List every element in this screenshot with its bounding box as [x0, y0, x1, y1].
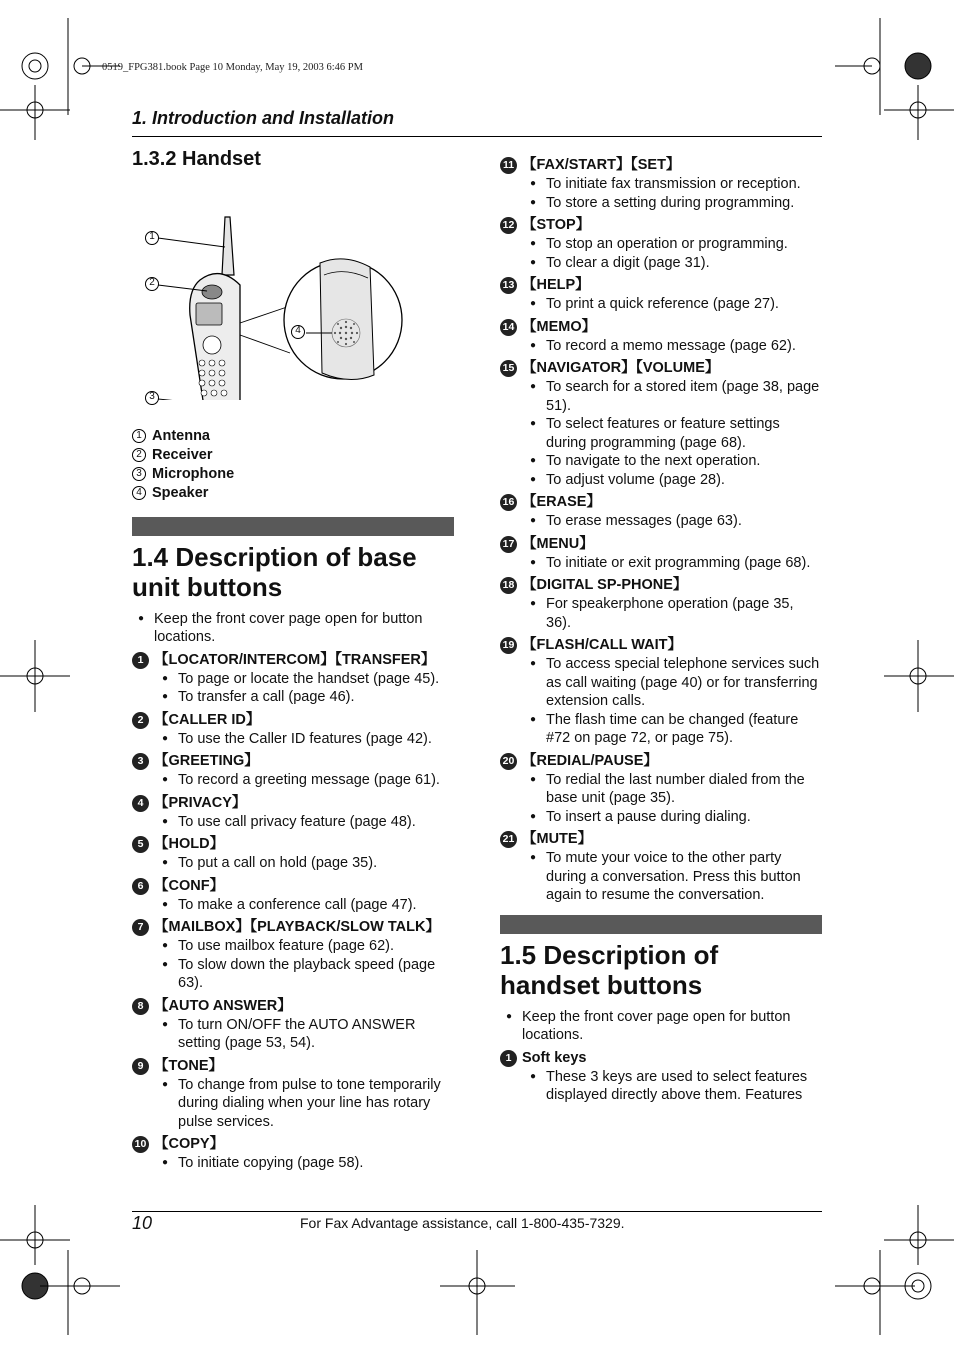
- button-description: ● To slow down the playback speed (page 63).: [156, 956, 454, 993]
- button-entry-header: [500, 493, 822, 512]
- button-description: ● To record a greeting message (page 61).: [156, 771, 454, 790]
- button-description: ● To redial the last number dialed from the base unit (page 35).: [524, 771, 822, 808]
- button-description: ● To stop an operation or programming.: [524, 235, 822, 254]
- callout-1: 1: [145, 231, 159, 245]
- button-name: 【ERASE】: [522, 494, 601, 511]
- part-number: 1: [132, 429, 146, 443]
- button-entry: [500, 636, 822, 748]
- button-entry: [500, 318, 822, 356]
- button-description: ● To page or locate the handset (page 45).: [156, 670, 454, 689]
- button-entry-header: [500, 1049, 822, 1068]
- button-number-badge: 20: [500, 753, 517, 770]
- base-buttons-list-right: [500, 156, 822, 905]
- button-description: ● To initiate fax transmission or reception.: [524, 175, 822, 194]
- button-entry: [500, 493, 822, 531]
- button-number-badge: 3: [132, 753, 149, 770]
- button-entry: [132, 835, 454, 873]
- button-name: 【CALLER ID】: [154, 711, 261, 728]
- button-entry-header: [500, 318, 822, 337]
- part-label: Speaker: [152, 484, 209, 501]
- part-label: Microphone: [152, 465, 235, 482]
- part-item: [132, 446, 454, 465]
- button-entry-header: [500, 535, 822, 554]
- button-entry: [500, 535, 822, 573]
- button-name: 【HOLD】: [154, 836, 225, 853]
- button-entry-header: [132, 651, 454, 670]
- button-entry-header: [500, 576, 822, 595]
- button-entry: [500, 156, 822, 212]
- button-description: ● To erase messages (page 63).: [524, 512, 822, 531]
- button-description: ● To navigate to the next operation.: [524, 452, 822, 471]
- button-description: ● To initiate or exit programming (page 68).: [524, 554, 822, 573]
- footer-rule: [132, 1211, 822, 1212]
- button-description: ● For speakerphone operation (page 35, 36).: [524, 595, 822, 632]
- page-number: 10: [132, 1213, 153, 1233]
- button-description: ● To change from pulse to tone temporarily during dialing when your line has rotary pulse services.: [156, 1076, 454, 1132]
- button-number-badge: 1: [132, 652, 149, 669]
- part-item: [132, 427, 454, 446]
- header-rule: [132, 136, 822, 137]
- button-number-badge: 12: [500, 217, 517, 234]
- button-name: 【FLASH/CALL WAIT】: [522, 637, 683, 654]
- button-entry-header: [500, 276, 822, 295]
- chapter-header: 1. Introduction and Installation: [132, 108, 395, 128]
- part-number: 3: [132, 467, 146, 481]
- button-description: ● To use mailbox feature (page 62).: [156, 937, 454, 956]
- button-entry-header: [132, 1135, 454, 1154]
- button-name: 【GREETING】: [154, 753, 259, 770]
- button-entry: [132, 711, 454, 749]
- button-entry: [132, 918, 454, 993]
- button-entry-header: [132, 711, 454, 730]
- button-number-badge: 18: [500, 577, 517, 594]
- book-info-line: 0519_FPG381.book Page 10 Monday, May 19, 2003 6:46 PM: [102, 62, 363, 73]
- button-number-badge: 13: [500, 277, 517, 294]
- button-description: ● To turn ON/OFF the AUTO ANSWER setting (page 53, 54).: [156, 1016, 454, 1053]
- button-name: 【CONF】: [154, 877, 225, 894]
- button-name: 【HELP】: [522, 277, 590, 294]
- button-number-badge: 11: [500, 157, 517, 174]
- button-number-badge: 6: [132, 878, 149, 895]
- button-name: 【STOP】: [522, 217, 591, 234]
- handset-section-intro: ● Keep the front cover page open for button locations.: [500, 1008, 822, 1045]
- button-number-badge: 16: [500, 494, 517, 511]
- button-name: 【MEMO】: [522, 318, 597, 335]
- button-entry-header: [132, 794, 454, 813]
- button-description: ● To use the Caller ID features (page 42).: [156, 730, 454, 749]
- button-name: 【FAX/START】【SET】: [522, 157, 681, 174]
- button-description: ● To select features or feature settings during programming (page 68).: [524, 415, 822, 452]
- section-band: [500, 915, 822, 934]
- button-entry: [132, 651, 454, 707]
- part-number: 2: [132, 448, 146, 462]
- button-name: 【TONE】: [154, 1057, 224, 1074]
- button-entry-header: [132, 997, 454, 1016]
- button-entry: [500, 216, 822, 272]
- button-entry: [500, 830, 822, 905]
- button-name: 【MENU】: [522, 535, 594, 552]
- button-description: ● To initiate copying (page 58).: [156, 1154, 454, 1173]
- button-entry-header: [132, 752, 454, 771]
- button-description: ● To print a quick reference (page 27).: [524, 295, 822, 314]
- button-description: ● To record a memo message (page 62).: [524, 337, 822, 356]
- button-name: 【AUTO ANSWER】: [154, 997, 292, 1014]
- button-number-badge: 1: [500, 1050, 517, 1067]
- button-entry-header: [132, 918, 454, 937]
- button-name: 【NAVIGATOR】【VOLUME】: [522, 360, 720, 377]
- base-buttons-list-left: [132, 651, 454, 1173]
- button-entry-header: [500, 636, 822, 655]
- button-entry-header: [132, 877, 454, 896]
- button-description: ● To clear a digit (page 31).: [524, 254, 822, 273]
- button-name: 【MAILBOX】【PLAYBACK/SLOW TALK】: [154, 919, 440, 936]
- handset-figure: [132, 175, 454, 425]
- button-number-badge: 4: [132, 795, 149, 812]
- button-description: ● To use call privacy feature (page 48).: [156, 813, 454, 832]
- button-name: 【PRIVACY】: [154, 794, 247, 811]
- callout-3: 3: [145, 391, 159, 405]
- button-number-badge: 17: [500, 536, 517, 553]
- handset-section-title: 1.5 Description of handset buttons: [500, 939, 719, 1000]
- button-number-badge: 21: [500, 831, 517, 848]
- handset-buttons-list: [500, 1049, 822, 1105]
- button-entry-header: [132, 835, 454, 854]
- button-number-badge: 7: [132, 919, 149, 936]
- button-name: 【MUTE】: [522, 831, 593, 848]
- handset-parts-list: [132, 427, 454, 503]
- right-column: [500, 152, 822, 1105]
- button-entry: [500, 576, 822, 632]
- callout-4: 4: [291, 325, 305, 339]
- section-band: [132, 517, 454, 536]
- button-entry-header: [132, 1057, 454, 1076]
- button-description: ● To transfer a call (page 46).: [156, 688, 454, 707]
- button-entry: [132, 997, 454, 1053]
- button-description: ● To make a conference call (page 47).: [156, 896, 454, 915]
- left-column: [132, 150, 454, 1173]
- button-description: ● These 3 keys are used to select features displayed directly above them. Features: [524, 1068, 822, 1105]
- button-description: ● To mute your voice to the other party during a conversation. Press this button again to resume the conversation.: [524, 849, 822, 905]
- button-number-badge: 9: [132, 1058, 149, 1075]
- callout-2: 2: [145, 277, 159, 291]
- button-entry-header: [500, 359, 822, 378]
- button-number-badge: 15: [500, 360, 517, 377]
- button-entry: [500, 359, 822, 489]
- button-description: ● To access special telephone services such as call waiting (page 40) or for transferring extension calls.: [524, 655, 822, 711]
- part-item: [132, 465, 454, 484]
- button-entry: [500, 752, 822, 827]
- button-name: 【COPY】: [154, 1136, 225, 1153]
- button-description: ● The flash time can be changed (feature #72 on page 72, or page 75).: [524, 711, 822, 748]
- button-number-badge: 19: [500, 637, 517, 654]
- button-entry-header: [500, 752, 822, 771]
- button-number-badge: 14: [500, 319, 517, 336]
- button-entry: [132, 1057, 454, 1132]
- button-number-badge: 10: [132, 1136, 149, 1153]
- button-name: 【LOCATOR/INTERCOM】【TRANSFER】: [154, 651, 436, 668]
- button-entry: [132, 794, 454, 832]
- button-number-badge: 5: [132, 836, 149, 853]
- button-number-badge: 2: [132, 712, 149, 729]
- base-section-title: 1.4 Description of base unit buttons: [132, 541, 417, 602]
- part-label: Receiver: [152, 446, 213, 463]
- button-description: ● To store a setting during programming.: [524, 194, 822, 213]
- button-entry-header: [500, 830, 822, 849]
- button-entry-header: [500, 156, 822, 175]
- button-name: Soft keys: [522, 1049, 587, 1066]
- button-entry: [132, 877, 454, 915]
- button-description: ● To adjust volume (page 28).: [524, 471, 822, 490]
- button-name: 【REDIAL/PAUSE】: [522, 752, 658, 769]
- part-label: Antenna: [152, 427, 210, 444]
- button-description: ● To search for a stored item (page 38, page 51).: [524, 378, 822, 415]
- button-name: 【DIGITAL SP-PHONE】: [522, 577, 688, 594]
- base-section-intro: ● Keep the front cover page open for button locations.: [132, 610, 454, 647]
- button-entry: [132, 1135, 454, 1173]
- part-item: [132, 484, 454, 503]
- part-number: 4: [132, 486, 146, 500]
- button-entry: [500, 1049, 822, 1105]
- footer-assistance: For Fax Advantage assistance, call 1-800-435-7329.: [300, 1215, 625, 1231]
- handset-illustration: [132, 175, 454, 400]
- button-description: ● To insert a pause during dialing.: [524, 808, 822, 827]
- button-number-badge: 8: [132, 998, 149, 1015]
- button-entry: [132, 752, 454, 790]
- button-description: ● To put a call on hold (page 35).: [156, 854, 454, 873]
- handset-subtitle: 1.3.2 Handset: [132, 148, 261, 170]
- button-entry-header: [500, 216, 822, 235]
- button-entry: [500, 276, 822, 314]
